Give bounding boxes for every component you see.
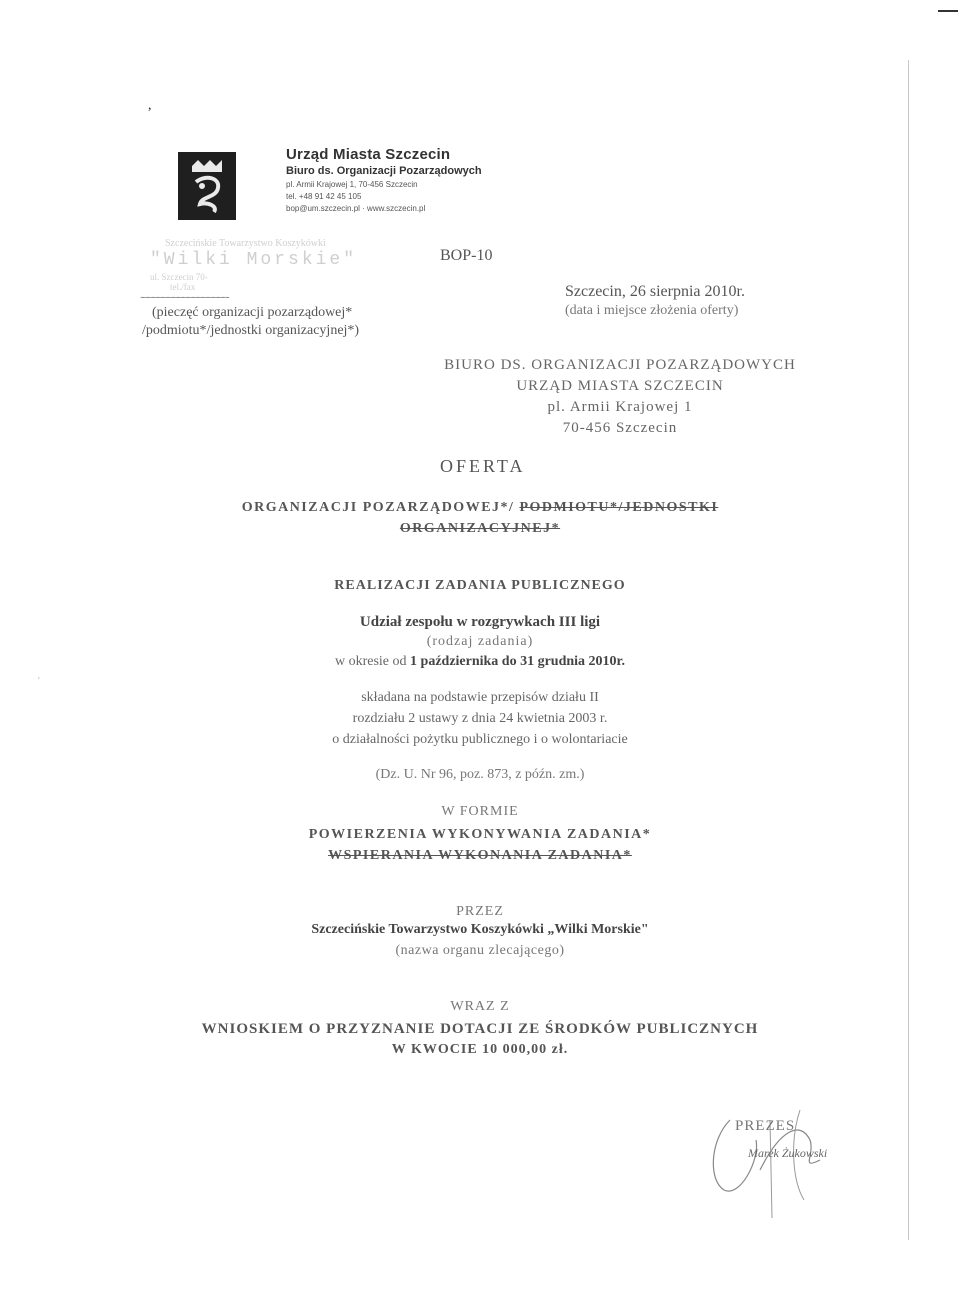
stamp-placeholder-line1: (pieczęć organizacji pozarządowej* — [152, 305, 353, 320]
form-option-1: POWIERZENIA WYKONYWANIA ZADANIA* — [308, 827, 652, 842]
stamp-placeholder-line2: /podmiotu*/jednostki organizacyjnej*) — [142, 323, 360, 338]
signature-title: PREZES — [735, 1118, 796, 1134]
recipient-address — [400, 355, 840, 439]
org-stamp-name: "Wilki Morskie" — [150, 250, 358, 270]
period-value: 1 października do 31 grudnia 2010r. — [410, 654, 625, 669]
office-web: bop@um.szczecin.pl · www.szczecin.pl — [286, 204, 426, 213]
scan-mark — [938, 10, 958, 12]
task-name: Udział zespołu w rozgrywkach III ligi — [359, 614, 601, 630]
entity-label: (nazwa organu zlecającego) — [395, 943, 565, 958]
recipient-line2: URZĄD MIASTA SZCZECIN — [516, 378, 724, 394]
document-date: Szczecin, 26 sierpnia 2010r. — [565, 283, 745, 300]
grant-request: WNIOSKIEM O PRZYZNANIE DOTACJI ZE ŚRODKÓW PUBLICZNYCH — [201, 1021, 759, 1037]
szczecin-logo-icon — [178, 152, 236, 220]
form-heading: W FORMIE — [441, 804, 519, 819]
scan-speck: , — [148, 98, 152, 113]
recipient-line1: BIURO DS. ORGANIZACJI POZARZĄDOWYCH — [444, 357, 796, 373]
realization-heading: REALIZACJI ZADANIA PUBLICZNEGO — [334, 578, 626, 593]
legal-basis-line3: o działalności pożytku publicznego i o wolontariacie — [332, 732, 628, 747]
scan-tick: ' — [38, 676, 40, 687]
org-stamp-line1: Szczecińskie Towarzystwo Koszykówki — [165, 238, 326, 249]
entity-name: Szczecińskie Towarzystwo Koszykówki „Wilki Morskie" — [311, 922, 649, 937]
org-type-part2: PODMIOTU*/JEDNOSTKI — [519, 500, 719, 515]
office-name: Urząd Miasta Szczecin — [286, 146, 451, 163]
reference-code: BOP-10 — [440, 247, 493, 264]
document-title: OFERTA — [440, 456, 526, 476]
office-stamp — [286, 146, 482, 213]
org-type-part1: ORGANIZACJI POZARZĄDOWEJ*/ — [241, 500, 515, 515]
signature-name: Marek Żukowski — [748, 1146, 828, 1160]
recipient-line4: 70-456 Szczecin — [562, 420, 678, 436]
office-phone: tel. +48 91 42 45 105 — [286, 192, 362, 201]
period-prefix: w okresie od — [334, 654, 407, 669]
dotted-line: ....................................................................... — [140, 290, 229, 300]
legal-basis-line1: składana na podstawie przepisów działu II — [361, 690, 599, 705]
legal-basis-line2: rozdziału 2 ustawy z dnia 24 kwietnia 2003 r. — [352, 711, 608, 726]
office-address: pl. Armii Krajowej 1, 70-456 Szczecin — [286, 180, 418, 189]
org-type-line1 — [0, 500, 960, 516]
org-stamp-address: ul. Szczecin 70- — [150, 272, 208, 282]
date-label: (data i miejsce złożenia oferty) — [565, 303, 739, 318]
task-period — [0, 654, 960, 670]
form-option-2: WSPIERANIA WYKONANIA ZADANIA* — [328, 848, 632, 863]
by-heading: PRZEZ — [456, 904, 504, 919]
journal-reference: (Dz. U. Nr 96, poz. 873, z późn. zm.) — [375, 767, 585, 782]
org-stamp-phone: tel./fax — [170, 282, 196, 292]
task-label: (rodzaj zadania) — [426, 634, 534, 649]
recipient-line3: pl. Armii Krajowej 1 — [547, 399, 693, 415]
org-type-line2: ORGANIZACYJNEJ* — [399, 521, 561, 536]
with-heading: WRAZ Z — [450, 999, 510, 1014]
grant-amount: W KWOCIE 10 000,00 zł. — [391, 1042, 569, 1057]
scan-edge-line — [908, 60, 909, 1240]
office-dept: Biuro ds. Organizacji Pozarządowych — [286, 165, 482, 177]
